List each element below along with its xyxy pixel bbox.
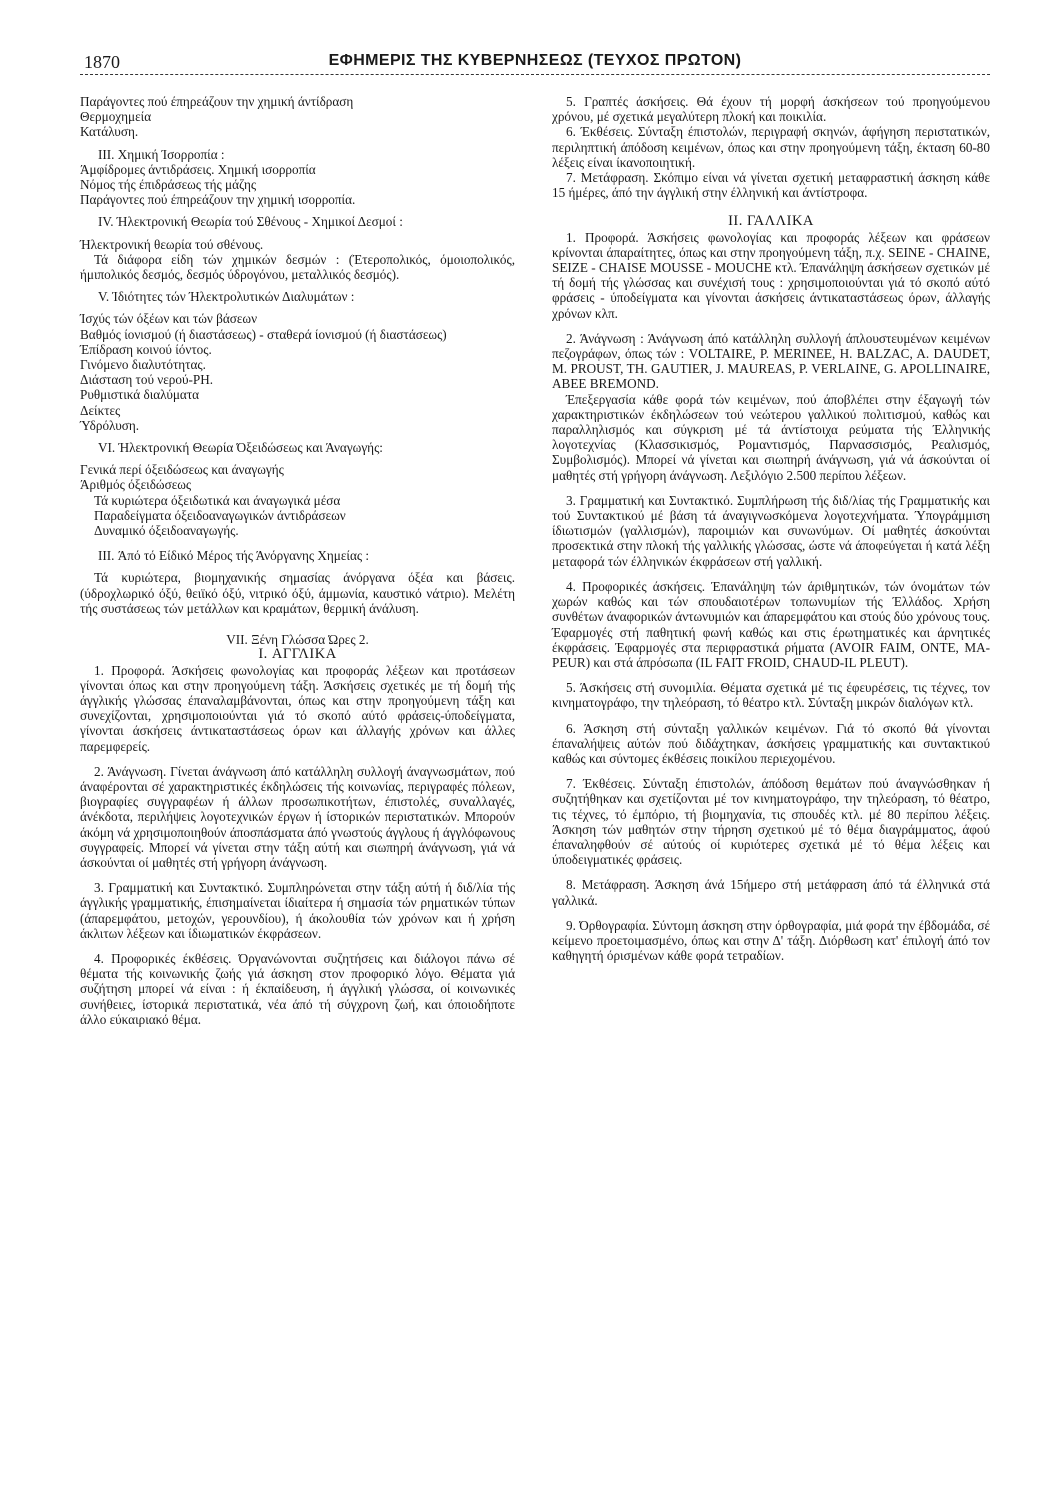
- paragraph: 7. Μετάφραση. Σκόπιμο είναι νά γίνεται σχετική μεταφραστική άσκηση κάθε 15 ήμέρες, άπό την άγγλική στην έλληνική και άντίστροφα.: [552, 170, 990, 201]
- section-heading: IV. Ήλεκτρονική Θεωρία τού Σθένους - Χημικοί Δεσμοί :: [98, 214, 403, 230]
- paragraph: 3. Γραμματική και Συντακτικό. Συμπληρώνεται στην τάξη αύτή ή διδ/λία τής άγγλικής γραμματικής, έπισημαίνεται ίδιαίτερα ή σημασία τών ρηματικών τύπων (άπαρεμφάτου, μετοχών, γερουνδίου), ή άκολουθία τών χρόνων και ή χρήση άκλιτων λέξεων και ίδιωματικών έκφράσεων.: [80, 880, 515, 941]
- paragraph: 4. Προφορικές άσκήσεις. Έπανάληψη τών άριθμητικών, τών όνομάτων τών χωρών καθώς και τών σπουδαιοτέρων τοπωνυμίων τής Έλλάδος. Χρήση συνθέτων άναφορικών άντωνυμιών και άπαρεμφάτου και στούς δύο χρόνους τους. Έφαρμογές στή παθητική φωνή καθώς και στις έρωτηματικές και άρνητικές έκφράσεις. Έφαρμογές στα περιφραστικά ρήματα (AVOIR FAIM, ONTE, MA-PEUR) και στά άπρόσωπα (IL FAIT FROID, CHAUD-IL PLEUT).: [552, 578, 990, 670]
- text-line: Θερμοχημεία: [80, 109, 152, 125]
- gazette-title: ΕΦΗΜΕΡΙΣ ΤΗΣ ΚΥΒΕΡΝΗΣΕΩΣ (ΤΕΥΧΟΣ ΠΡΩΤΟΝ): [328, 52, 742, 69]
- paragraph: 6. Άσκηση στή σύνταξη γαλλικών κειμένων. Γιά τό σκοπό θά γίνονται έπαναλήψεις αύτών πού διδάχτηκαν, άσκήσεις γραμματικής και συντακτικού καθώς και σύντομες έκθέσεις ποικίλου περιεχομένου.: [552, 720, 990, 766]
- section-heading: III. Χημική Ίσορροπία :: [98, 146, 225, 162]
- left-column: [80, 94, 515, 1027]
- text-line: Ίσχύς τών όξέων και τών βάσεων: [80, 311, 258, 327]
- text-line: Παράγοντες πού έπηρεάζουν την χημική άντίδραση: [80, 94, 354, 109]
- paragraph: 7. Έκθέσεις. Σύνταξη έπιστολών, άπόδοση θεμάτων πού άναγνώσθηκαν ή συζητήθηκαν και σχετίζονται μέ τον κινηματογράφο, την τηλεόραση, τό θέατρο, τις τέχνες, τό έμπόριο, τή βιομηχανία, τις σπουδές κτλ. μέ 80 περίπου λέξεις. Άσκηση τών μαθητών στην τήρηση σχετικού μέ τό θέμα διαγράμματος, άφού έπαναληφθούν σέ αύτούς οί κυριότερες σχετικά μέ τό θέμα λέξεις και ύποδειγματικές φράσεις.: [552, 776, 990, 868]
- text-line: Κατάλυση.: [80, 124, 139, 140]
- text-line: Γενικά περί όξειδώσεως και άναγωγής: [80, 462, 284, 478]
- paragraph: 9. Όρθογραφία. Σύντομη άσκηση στην όρθογραφία, μιά φορά την έβδομάδα, σέ κείμενο προετοιμασμένο, όπως και στην Δ' τάξη. Διόρθωση κατ' έπιλογή άπό τον καθηγητή όρισμένων κάθε φορά τετραδίων.: [552, 917, 990, 964]
- paragraph: 3. Γραμματική και Συντακτικό. Συμπλήρωση τής διδ/λίας τής Γραμματικής και τού Συντακτικού μέ βάση τά άναγιγνωσκόμενα λογοτεχνήματα. Ύπογράμμιση ίδιωτισμών (γαλλισμών), παροιμιών και συνωνύμων. Οί μαθητές άσκούνται προσεκτικά στην πλοκή τής γαλλικής γλώσσας, ώστε νά άποφεύγεται ή κατά λέξη μεταφορά τών έλληνικών έκφράσεων στή γαλλική.: [552, 492, 990, 569]
- text-line: Έπίδραση κοινού ίόντος.: [80, 341, 212, 357]
- text-line: Άριθμός όξειδώσεως: [80, 477, 192, 493]
- subject-heading: VII. Ξένη Γλώσσα Ώρες 2.: [226, 632, 369, 648]
- page-header: [80, 50, 990, 75]
- text-line: Ύδρόλυση.: [80, 417, 140, 433]
- section-heading: VI. Ήλεκτρονική Θεωρία Όξειδώσεως και Άναγωγής:: [98, 440, 383, 456]
- text-line: Δείκτες: [80, 402, 121, 418]
- paragraph: Τά διάφορα είδη τών χημικών δεσμών : (Έτεροπολικός, όμοιοπολικός, ήμιπολικός δεσμός, δεσμός ύδρογόνου, μεταλλικός δεσμός).: [80, 251, 515, 283]
- paragraph: 2. Άνάγνωση. Γίνεται άνάγνωση άπό κατάλληλη συλλογή άναγνωσμάτων, πού άναφέρονται σέ χαρακτηριστικές έκδηλώσεις τής κοινωνίας, περιγραφές πόλεων, βιογραφίες συγγραφέων ή άλλων προσωπικοτήτων, έπιστολές, συναλλαγές, άνέκδοτα, περιλήψεις λογοτεχνικών έργων ή ίστορικών περιστατικών. Μπορούν άκόμη νά χρησιμοποιηθούν άποσπάσματα άπό γνωστούς άγγλους ή άγγλόφωνους συγγραφείς. Μπορεί νά γίνεται στην τάξη αύτή και σιωπηρή άνάγνωση, γιά νά άσκούνται οί μαθητές στή γρήγορη άνάγνωση.: [80, 763, 515, 870]
- text-line: Παραδείγματα όξειδοαναγωγικών άντιδράσεων: [94, 507, 346, 523]
- text-line: Ρυθμιστικά διαλύματα: [80, 387, 200, 403]
- language-heading: II. ΓΑΛΛΙΚΑ: [728, 213, 814, 230]
- section-heading: V. Ίδιότητες τών Ήλεκτρολυτικών Διαλυμάτων :: [98, 289, 355, 305]
- paragraph: 2. Άνάγνωση : Άνάγνωση άπό κατάλληλη συλλογή άπλουστευμένων κειμένων πεζογράφων, όπως τών : VOLTAIRE, P. MERINEE, H. BALZAC, A. DAUDET, M. PROUST, TH. GAUTIER, J. MAUREAS, P. VERLAINE, G. APOLLINAIRE, ABEE BREMOND.: [552, 330, 990, 392]
- paragraph: 4. Προφορικές έκθέσεις. Όργανώνονται συζητήσεις και διάλογοι πάνω σέ θέματα τής κοινωνικής ζωής γιά άσκηση στον προφορικό λόγο. Θέματα γιά συζήτηση μπορεί νά είναι : ή έκπαίδευση, ή άγγλική γλώσσα, οί κοινωνικές συνήθειες, ίστορικά περιστατικά, νέα άπό τή σύγχρονη ζωή, και όποιοδήποτε άλλο εύκαιριακό θέμα.: [80, 950, 515, 1027]
- text-line: Διάσταση τού νερού-PH.: [80, 372, 214, 388]
- text-line: Νόμος τής έπιδράσεως τής μάζης: [80, 177, 257, 193]
- right-column: [552, 94, 990, 963]
- paragraph: 6. Έκθέσεις. Σύνταξη έπιστολών, περιγραφή σκηνών, άφήγηση περιστατικών, περιληπτική άπόδοση κειμένων, όπως και στην προηγούμενη τάξη, έκταση 60-80 λέξεις είναι ίκανοποιητική.: [552, 124, 990, 170]
- paragraph: 1. Προφορά. Άσκήσεις φωνολογίας και προφοράς λέξεων και προτάσεων γίνονται όπως και στην προηγούμενη τάξη. Άσκήσεις σχετικές με τή δομή τής άγγλικής γλώσσας έπαναλαμβάνονται, όπως και στην προηγούμενη τάξη και συνεχίζονται, χρησιμοποιούνται γιά τό σκοπό αύτό φράσεις-ύποδείγματα, γίνονται άσκήσεις άντικαταστάσεως όρων και άλλαγής χρόνων και άλλες παρεμφερείς.: [80, 662, 515, 754]
- text-line: Άμφίδρομες άντιδράσεις. Χημική ισορροπία: [80, 161, 316, 177]
- paragraph: 5. Άσκήσεις στή συνομιλία. Θέματα σχετικά μέ τις έφευρέσεις, τις τέχνες, τον κινηματογράφο, την τηλεόραση, τό θέατρο κτλ. Σύνταξη μικρών διαλόγων κτλ.: [552, 680, 990, 711]
- paragraph: 8. Μετάφραση. Άσκηση άνά 15ήμερο στή μετάφραση άπό τά έλληνικά στά γαλλικά.: [552, 877, 990, 908]
- paragraph: Έπεξεργασία κάθε φορά τών κειμένων, πού άποβλέπει στην έξαγωγή τών χαρακτηριστικών έκδηλώσεων τού νεώτερου γαλλικού πολιτισμού, καθώς και παραλληλισμός και σύγκριση μέ τά άντίστοιχα ρεύματα τής Έλληνικής λογοτεχνίας (Κλασσικισμός, Ρομαντισμός, Παρνασσισμός, Ρεαλισμός, Συμβολισμός). Μπορεί νά γίνεται και σιωπηρή άνάγνωση, γιά νά άσκούνται οί μαθητές στή γρήγορη άνάγνωση. Λεξιλόγιο 2.500 περίπου λέξεων.: [552, 391, 990, 483]
- page-number: 1870: [84, 52, 120, 72]
- language-heading: I. ΑΓΓΛΙΚΑ: [258, 646, 337, 663]
- text-line: Παράγοντες πού έπηρεάζουν την χημική ισορροπία.: [80, 192, 356, 208]
- text-line: Γινόμενο διαλυτότητας.: [80, 357, 206, 373]
- paragraph: 1. Προφορά. Άσκήσεις φωνολογίας και προφοράς λέξεων και φράσεων κρίνονται άπαραίτητες, όπως και στην προηγούμενη τάξη, π.χ. SEINE - CHAINE, SEIZE - CHAISE MOUSSE - MOUCHE κτλ. Έπανάληψη άσκήσεων σχετικών μέ τή δομή τής γλώσσας και συνέχισή τους : χρησιμοποιούνται γιά τό σκοπό αύτό φράσεις - ύποδείγματα και γίνονται άσκήσεις άντικαταστάσεως όρων, άλλαγής χρόνων κλπ.: [552, 229, 990, 321]
- paragraph: Τά κυριώτερα, βιομηχανικής σημασίας άνόργανα όξέα και βάσεις. (ύδροχλωρικό όξύ, θειϊκό όξύ, νιτρικό όξύ, άμμωνία, καυστικό νάτριο). Μελέτη τής συστάσεως τών μετάλλων και κραμάτων, θερμική άνάλυση.: [80, 570, 515, 616]
- paragraph: 5. Γραπτές άσκήσεις. Θά έχουν τή μορφή άσκήσεων τού προηγούμενου χρόνου, μέ σχετικά μεγαλύτερη πλοκή και ποικιλία.: [552, 94, 990, 125]
- text-line: Ήλεκτρονική θεωρία τού σθένους.: [80, 236, 264, 252]
- text-line: Βαθμός ίονισμού (ή διαστάσεως) - σταθερά ίονισμού (ή διαστάσεως): [80, 326, 447, 342]
- section-heading: III. Άπό τό Είδικό Μέρος τής Άνόργανης Χημείας :: [98, 548, 370, 564]
- text-line: Δυναμικό όξειδοαναγωγής.: [94, 523, 239, 539]
- text-line: Τά κυριώτερα όξειδωτικά και άναγωγικά μέσα: [94, 492, 341, 508]
